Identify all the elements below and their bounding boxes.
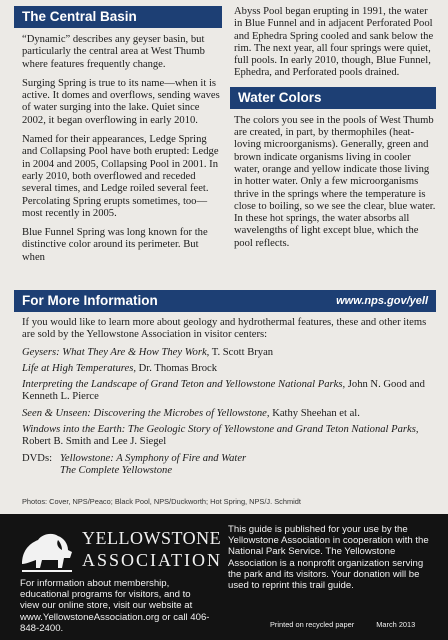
central-basin-paragraph: Surging Spring is true to its name—when it is active. It domes and overflows, sending waves of water surging into the lake. Quiet since 2002, it began overflowing in early 2010. [22, 77, 220, 126]
dvd-list [22, 453, 432, 478]
book-title: Interpreting the Landscape of Grand Teton and Yellowstone National Parks, [22, 379, 346, 391]
central-basin-continued: Abyss Pool began erupting in 1991, the water in Blue Funnel and in adjacent Perforated Pool and Ephedra Spring cooled and sank below the rim. The next year, all four springs were quiet, full pools. In early 2010, though, Blue Funnel, Ephedra, and Perforated pools drained. [234, 6, 434, 79]
print-note [270, 620, 415, 629]
dvd-titles [60, 453, 246, 478]
more-info-section [22, 317, 432, 477]
book-author: T. Scott Bryan [209, 346, 274, 358]
photo-credits: Photos: Cover, NPS/Peaco; Black Pool, NPS/Duckworth; Hot Spring, NPS/J. Schmidt [22, 497, 301, 506]
nps-website-link[interactable]: www.nps.gov/yell [336, 295, 428, 307]
book-item [22, 347, 432, 359]
dvd-label: DVDs: [22, 452, 53, 464]
footer [0, 514, 448, 640]
publication-notice: This guide is published for your use by the Yellowstone Association in cooperation with the National Park Service. The Yellowstone Association is a nonprofit organization serving the park and its visitors. Your donation will be used to reprint this trail guide. [228, 524, 429, 592]
book-title: Seen & Unseen: Discovering the Microbes of Yellowstone, [22, 407, 270, 419]
dvd-title: The Complete Yellowstone [60, 464, 173, 476]
book-author: Kathy Sheehan et al. [269, 407, 360, 419]
logo-line-1: YELLOWSTONE [82, 528, 222, 548]
print-date: March 2013 [376, 620, 416, 629]
more-info-heading: For More Information [22, 293, 158, 308]
book-item [22, 379, 432, 404]
book-author: John N. Good and Kenneth L. Pierce [22, 379, 425, 403]
book-author: Robert B. Smith and Lee J. Siegel [22, 436, 167, 448]
right-column [230, 6, 436, 257]
book-item [22, 424, 432, 449]
left-column [14, 6, 222, 271]
more-info-intro: If you would like to learn more about geology and hydrothermal features, these and other items are sold by the Yellowstone Association in visitor centers: [22, 317, 427, 341]
bison-logo-icon [18, 522, 76, 576]
book-title: Geysers: What They Are & How They Work, [22, 346, 210, 358]
recycled-paper-note: Printed on recycled paper [270, 620, 355, 629]
logo-line-2: ASSOCIATION [82, 550, 223, 570]
water-colors-heading: Water Colors [230, 87, 436, 109]
membership-info: For information about membership, educational programs for visitors, and to view our online store, visit our website at www.YellowstoneAssociation.org or call 406-848-2400. [20, 578, 210, 634]
central-basin-heading: The Central Basin [14, 6, 222, 28]
more-info-banner [14, 290, 436, 312]
central-basin-paragraph: Named for their appearances, Ledge Spring and Collapsing Pool have both erupted: Ledge in 2004 and 2005, Collapsing Pool in 2001. In early 2010, both overflowed and receded several times, and Ledge roiled several feet. Percolating Spring erupts sometimes, too—most recently in 2005. [22, 134, 219, 219]
book-title: Windows into the Earth: The Geologic Story of Yellowstone and Grand Teton National Parks, [22, 424, 419, 436]
water-colors-paragraph: The colors you see in the pools of West Thumb are created, in part, by thermophiles (heat-loving microorganisms). Generally, green and brown indicate organisms living in cooler water, orange and yellow indicate those living in hotter water. Only a few microorganisms thrive in the springs where the temperature is close to boiling, so we see the clear, blue water. In these hot springs, the water absorbs all wavelengths of light except blue, which the pool reflects. [234, 114, 436, 249]
central-basin-paragraph: Blue Funnel Spring was long known for the distinctive color around its perimeter. But when [22, 227, 208, 263]
book-item [22, 363, 432, 375]
book-title: Life at High Temperatures, [22, 362, 136, 374]
yellowstone-association-logo [18, 522, 223, 576]
central-basin-paragraph: “Dynamic” describes any geyser basin, but particularly the central area at West Thumb where features frequently change. [22, 34, 205, 70]
book-author: Dr. Thomas Brock [136, 362, 218, 374]
dvd-title: Yellowstone: A Symphony of Fire and Water [60, 452, 247, 464]
book-item [22, 408, 432, 420]
